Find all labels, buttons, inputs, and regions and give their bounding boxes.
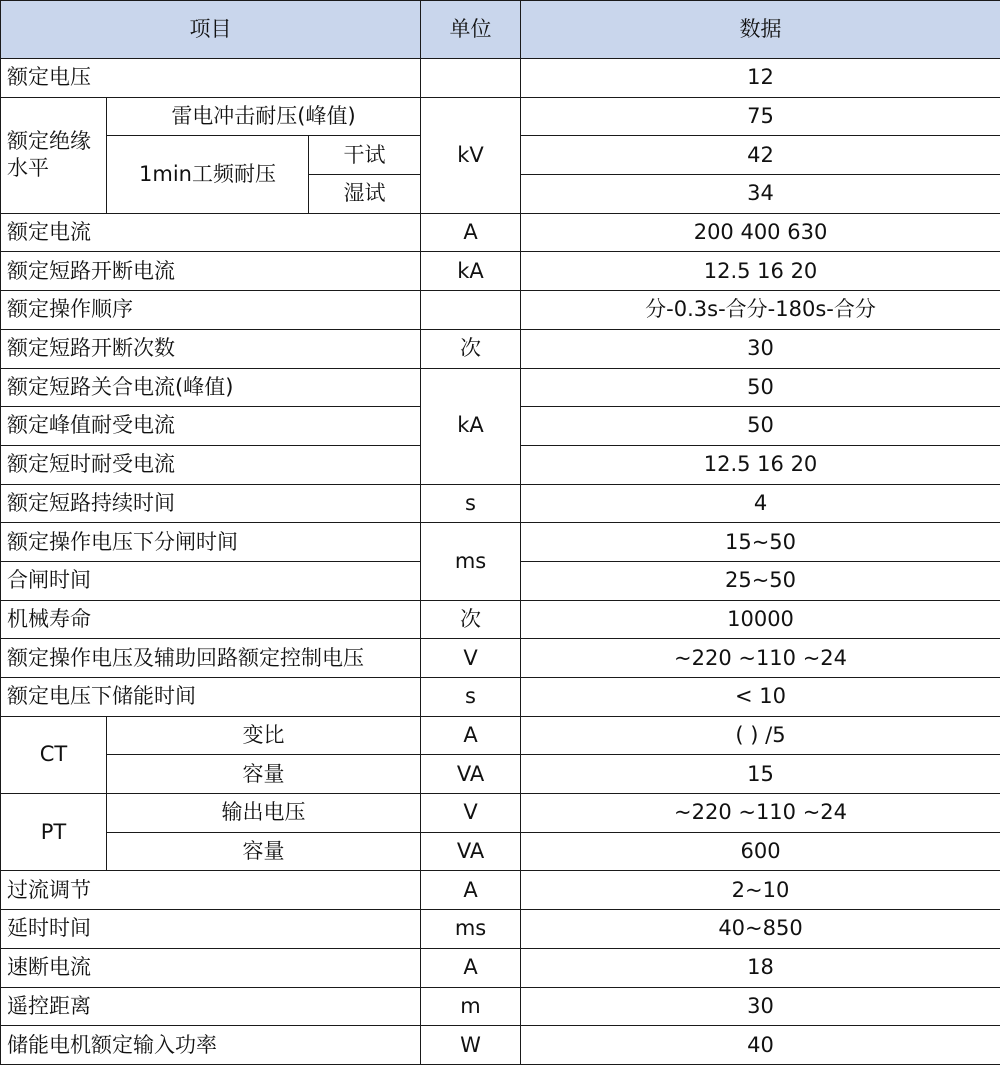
table-row (1, 794, 1000, 833)
row-sublabel: 输出电压 (107, 794, 421, 833)
row-label: 额定短时耐受电流 (1, 445, 421, 484)
row-unit: V (421, 639, 521, 678)
row-unit: s (421, 678, 521, 717)
table-row (1, 329, 1000, 368)
row-value: 12.5 16 20 (521, 252, 1000, 291)
row-sublabel: 湿试 (309, 175, 421, 214)
row-label: 延时时间 (1, 910, 421, 949)
row-value: 12.5 16 20 (521, 445, 1000, 484)
table-row (1, 59, 1000, 98)
row-value: 200 400 630 (521, 213, 1000, 252)
table-row (1, 291, 1000, 330)
row-sublabel: 干试 (309, 136, 421, 175)
row-value: ~220 ~110 ~24 (521, 794, 1000, 833)
insulation-group-label: 额定绝缘水平 (1, 97, 107, 213)
row-label: 速断电流 (1, 948, 421, 987)
row-value: 15~50 (521, 523, 1000, 562)
row-value: 50 (521, 368, 1000, 407)
row-value: 600 (521, 832, 1000, 871)
row-label: 额定操作电压及辅助回路额定控制电压 (1, 639, 421, 678)
row-label: 额定操作电压下分闸时间 (1, 523, 421, 562)
header-data: 数据 (521, 1, 1000, 59)
row-value: ~220 ~110 ~24 (521, 639, 1000, 678)
row-unit: s (421, 484, 521, 523)
row-value: 25~50 (521, 561, 1000, 600)
row-value: 75 (521, 97, 1000, 136)
row-value: < 10 (521, 678, 1000, 717)
row-value: 50 (521, 407, 1000, 446)
row-unit: A (421, 213, 521, 252)
row-unit: kV (421, 97, 521, 213)
table-row (1, 97, 1000, 136)
row-value: 4 (521, 484, 1000, 523)
row-label: 额定短路持续时间 (1, 484, 421, 523)
ct-group-label: CT (1, 716, 107, 793)
row-label: 储能电机额定输入功率 (1, 1026, 421, 1065)
table-row (1, 678, 1000, 717)
row-label: 额定操作顺序 (1, 291, 421, 330)
row-label: 遥控距离 (1, 987, 421, 1026)
table-row (1, 484, 1000, 523)
row-label: 额定电压 (1, 59, 421, 98)
row-value: 10000 (521, 600, 1000, 639)
table-row (1, 252, 1000, 291)
row-unit: 次 (421, 329, 521, 368)
table-row (1, 871, 1000, 910)
table-row (1, 639, 1000, 678)
table-row (1, 213, 1000, 252)
row-label: 额定电流 (1, 213, 421, 252)
row-sublabel: 容量 (107, 832, 421, 871)
row-unit: V (421, 794, 521, 833)
row-unit: ms (421, 910, 521, 949)
row-label: 额定峰值耐受电流 (1, 407, 421, 446)
row-unit: m (421, 987, 521, 1026)
row-value: 2~10 (521, 871, 1000, 910)
table-row (1, 987, 1000, 1026)
row-value: ( ) /5 (521, 716, 1000, 755)
row-label: 额定电压下储能时间 (1, 678, 421, 717)
row-unit: kA (421, 368, 521, 484)
row-sublabel: 容量 (107, 755, 421, 794)
row-value: 18 (521, 948, 1000, 987)
table-header-row (1, 1, 1000, 59)
table-row (1, 1026, 1000, 1065)
row-value: 42 (521, 136, 1000, 175)
row-value: 40~850 (521, 910, 1000, 949)
row-unit: W (421, 1026, 521, 1065)
table-row (1, 832, 1000, 871)
row-label: 额定短路开断电流 (1, 252, 421, 291)
row-label: 合闸时间 (1, 561, 421, 600)
row-unit (421, 291, 521, 330)
table-row (1, 755, 1000, 794)
row-unit: VA (421, 832, 521, 871)
row-unit: ms (421, 523, 521, 600)
row-sublabel: 1min工频耐压 (107, 136, 309, 213)
row-value: 12 (521, 59, 1000, 98)
row-label: 额定短路开断次数 (1, 329, 421, 368)
row-unit: A (421, 716, 521, 755)
row-value: 40 (521, 1026, 1000, 1065)
header-item: 项目 (1, 1, 421, 59)
table-row (1, 523, 1000, 562)
table-row (1, 948, 1000, 987)
row-label: 额定短路关合电流(峰值) (1, 368, 421, 407)
row-unit: VA (421, 755, 521, 794)
row-unit: 次 (421, 600, 521, 639)
table-row (1, 600, 1000, 639)
row-value: 30 (521, 987, 1000, 1026)
table-row (1, 716, 1000, 755)
row-unit: kA (421, 252, 521, 291)
row-value: 分-0.3s-合分-180s-合分 (521, 291, 1000, 330)
table-row (1, 368, 1000, 407)
row-unit (421, 59, 521, 98)
pt-group-label: PT (1, 794, 107, 871)
row-label: 机械寿命 (1, 600, 421, 639)
row-value: 30 (521, 329, 1000, 368)
header-unit: 单位 (421, 1, 521, 59)
table-row (1, 910, 1000, 949)
row-value: 34 (521, 175, 1000, 214)
row-sublabel: 雷电冲击耐压(峰值) (107, 97, 421, 136)
row-unit: A (421, 948, 521, 987)
row-label: 过流调节 (1, 871, 421, 910)
row-unit: A (421, 871, 521, 910)
row-sublabel: 变比 (107, 716, 421, 755)
row-value: 15 (521, 755, 1000, 794)
